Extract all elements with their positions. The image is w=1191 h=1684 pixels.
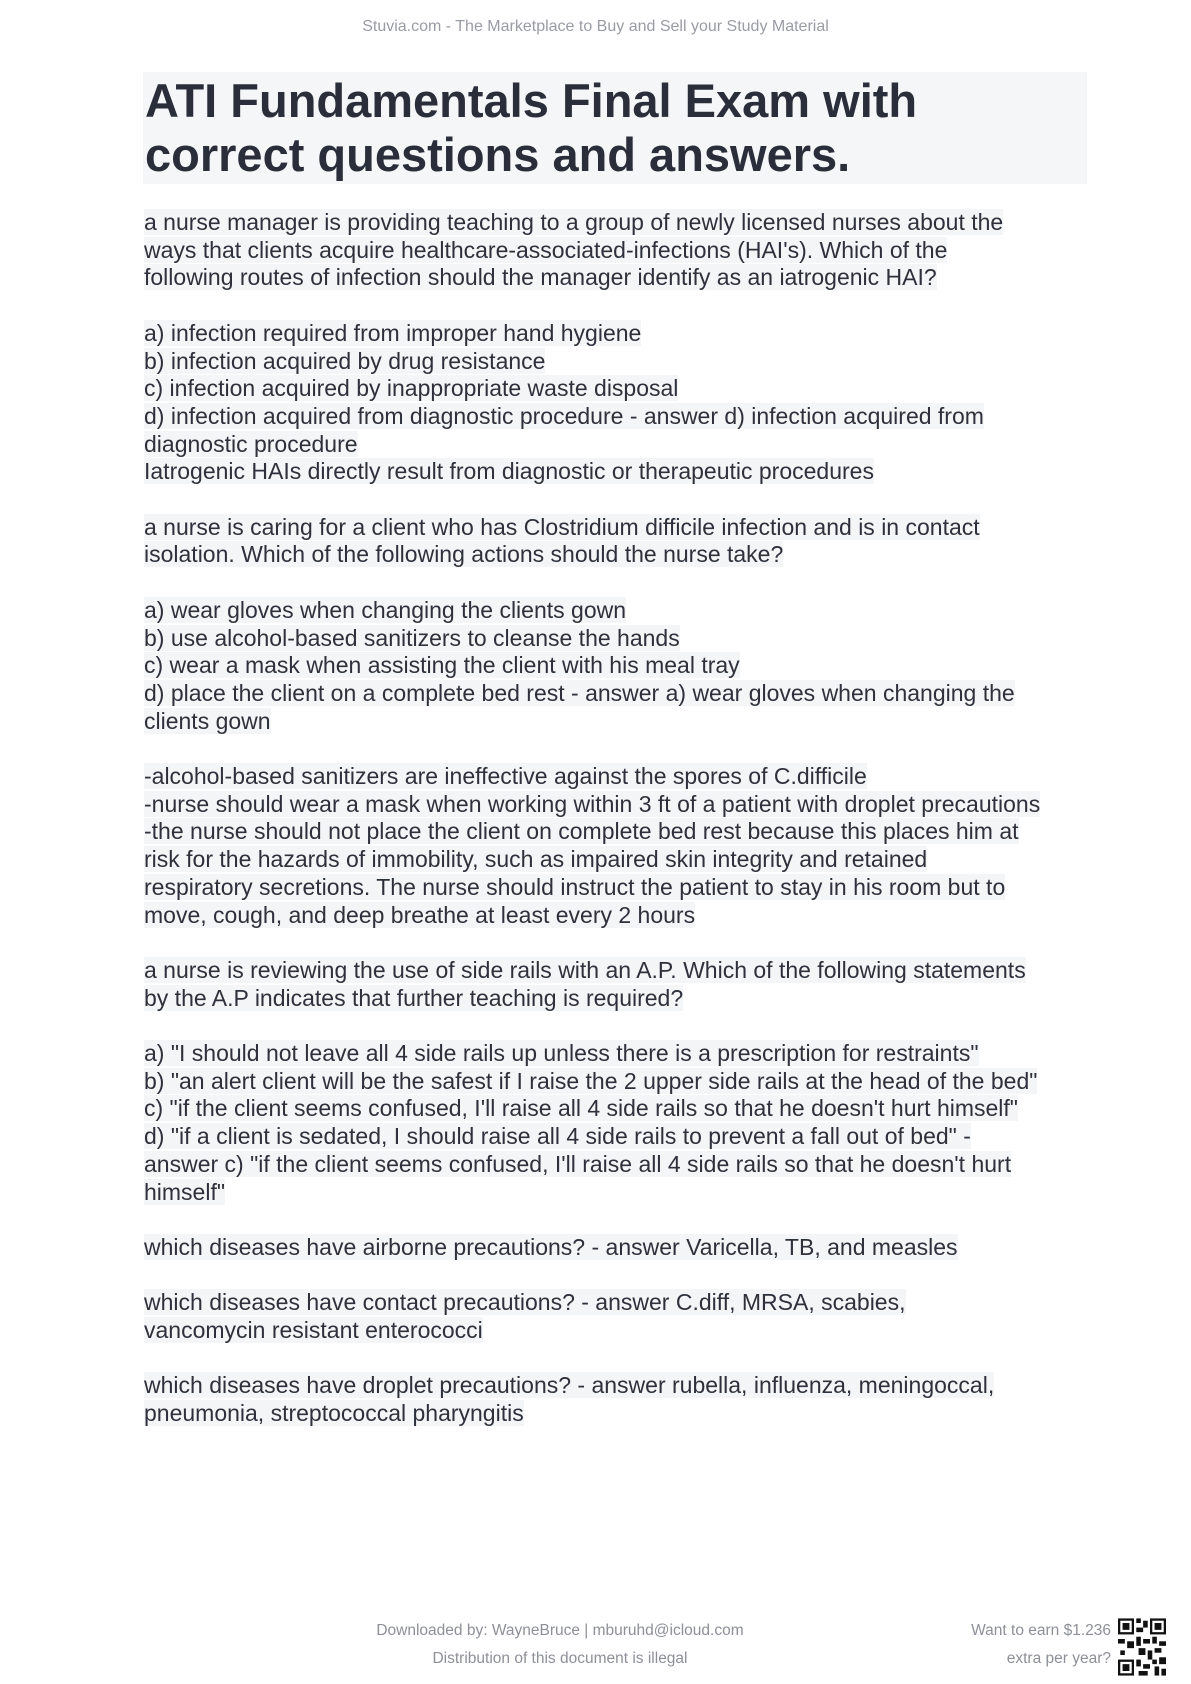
text-line: a) "I should not leave all 4 side rails up unless there is a prescription for restraints"	[144, 1040, 979, 1066]
text-line: a nurse is caring for a client who has Clostridium difficile infection and is in contact	[144, 513, 980, 540]
answer-options-2	[144, 597, 1094, 736]
text-line: diagnostic procedure	[144, 430, 358, 457]
text-line: a) infection required from improper hand hygiene	[144, 319, 642, 346]
document-title	[145, 74, 1085, 182]
text-line: b) use alcohol-based sanitizers to cleanse the hands	[144, 624, 680, 651]
answer-options-1	[144, 320, 1094, 486]
text-line: clients gown	[144, 707, 271, 734]
title-line: correct questions and answers.	[145, 128, 851, 181]
question-1	[144, 209, 1094, 292]
downloaded-by-text: Downloaded by: WayneBruce | mburuhd@icloud.com	[376, 1622, 744, 1639]
text-line: b) infection acquired by drug resistance	[144, 347, 546, 374]
text-line: a nurse is reviewing the use of side rails with an A.P. Which of the following statements	[144, 956, 1026, 983]
question-contact	[144, 1289, 1094, 1344]
text-line: risk for the hazards of immobility, such as impaired skin integrity and retained	[144, 846, 928, 873]
page-footer	[0, 1622, 1191, 1684]
text-line: which diseases have droplet precautions? - answer rubella, influenza, meningoccal,	[144, 1372, 995, 1399]
text-line: himself"	[144, 1178, 226, 1205]
text-line: a) wear gloves when changing the clients gown	[144, 596, 627, 623]
text-line: -nurse should wear a mask when working within 3 ft of a patient with droplet precautions	[144, 790, 1041, 817]
text-line: c) infection acquired by inappropriate waste disposal	[144, 375, 679, 402]
text-line: which diseases have contact precautions? - answer C.diff, MRSA, scabies,	[144, 1289, 906, 1316]
distribution-notice: Distribution of this document is illegal	[432, 1650, 688, 1667]
qr-code-icon[interactable]	[1118, 1618, 1166, 1676]
answer-options-3	[144, 1040, 1094, 1206]
text-line: c) "if the client seems confused, I'll raise all 4 side rails so that he doesn't hurt himself"	[144, 1095, 1018, 1122]
site-banner: Stuvia.com - The Marketplace to Buy and Sell your Study Material	[362, 18, 829, 35]
question-2	[144, 514, 1094, 569]
text-line: c) wear a mask when assisting the client with his meal tray	[144, 652, 740, 679]
text-line: respiratory secretions. The nurse should instruct the patient to stay in his room but to	[144, 873, 1006, 900]
text-line: -the nurse should not place the client on complete bed rest because this places him at	[144, 818, 1019, 845]
text-line: -alcohol-based sanitizers are ineffective against the spores of C.difficile	[144, 763, 867, 789]
earn-promo-line-1[interactable]: Want to earn $1.236	[971, 1622, 1111, 1639]
text-line: d) "if a client is sedated, I should raise all 4 side rails to prevent a fall out of bed" -	[144, 1123, 971, 1150]
title-line: ATI Fundamentals Final Exam with	[145, 74, 918, 127]
text-line: isolation. Which of the following actions should the nurse take?	[144, 541, 784, 568]
text-line: which diseases have airborne precautions? - answer Varicella, TB, and measles	[144, 1233, 958, 1260]
document-body	[144, 209, 1094, 1455]
question-droplet	[144, 1372, 1094, 1427]
text-line: d) infection acquired from diagnostic procedure - answer d) infection acquired from	[144, 402, 984, 429]
question-3	[144, 957, 1094, 1012]
text-line: Iatrogenic HAIs directly result from diagnostic or therapeutic procedures	[144, 458, 874, 485]
rationale-2	[144, 763, 1094, 929]
text-line: move, cough, and deep breathe at least every 2 hours	[144, 901, 696, 928]
question-airborne	[144, 1234, 1094, 1262]
text-line: answer c) "if the client seems confused, I'll raise all 4 side rails so that he doesn't hurt	[144, 1150, 1012, 1177]
text-line: ways that clients acquire healthcare-associated-infections (HAI's). Which of the	[144, 236, 948, 263]
text-line: d) place the client on a complete bed rest - answer a) wear gloves when changing the	[144, 679, 1015, 706]
text-line: a nurse manager is providing teaching to a group of newly licensed nurses about the	[144, 209, 1004, 235]
text-line: by the A.P indicates that further teaching is required?	[144, 984, 684, 1011]
earn-promo-line-2[interactable]: extra per year?	[1006, 1650, 1111, 1667]
text-line: vancomycin resistant enterococci	[144, 1317, 483, 1343]
text-line: pneumonia, streptococcal pharyngitis	[144, 1400, 524, 1427]
text-line: b) "an alert client will be the safest if I raise the 2 upper side rails at the head of the bed"	[144, 1067, 1038, 1094]
text-line: following routes of infection should the manager identify as an iatrogenic HAI?	[144, 264, 937, 291]
